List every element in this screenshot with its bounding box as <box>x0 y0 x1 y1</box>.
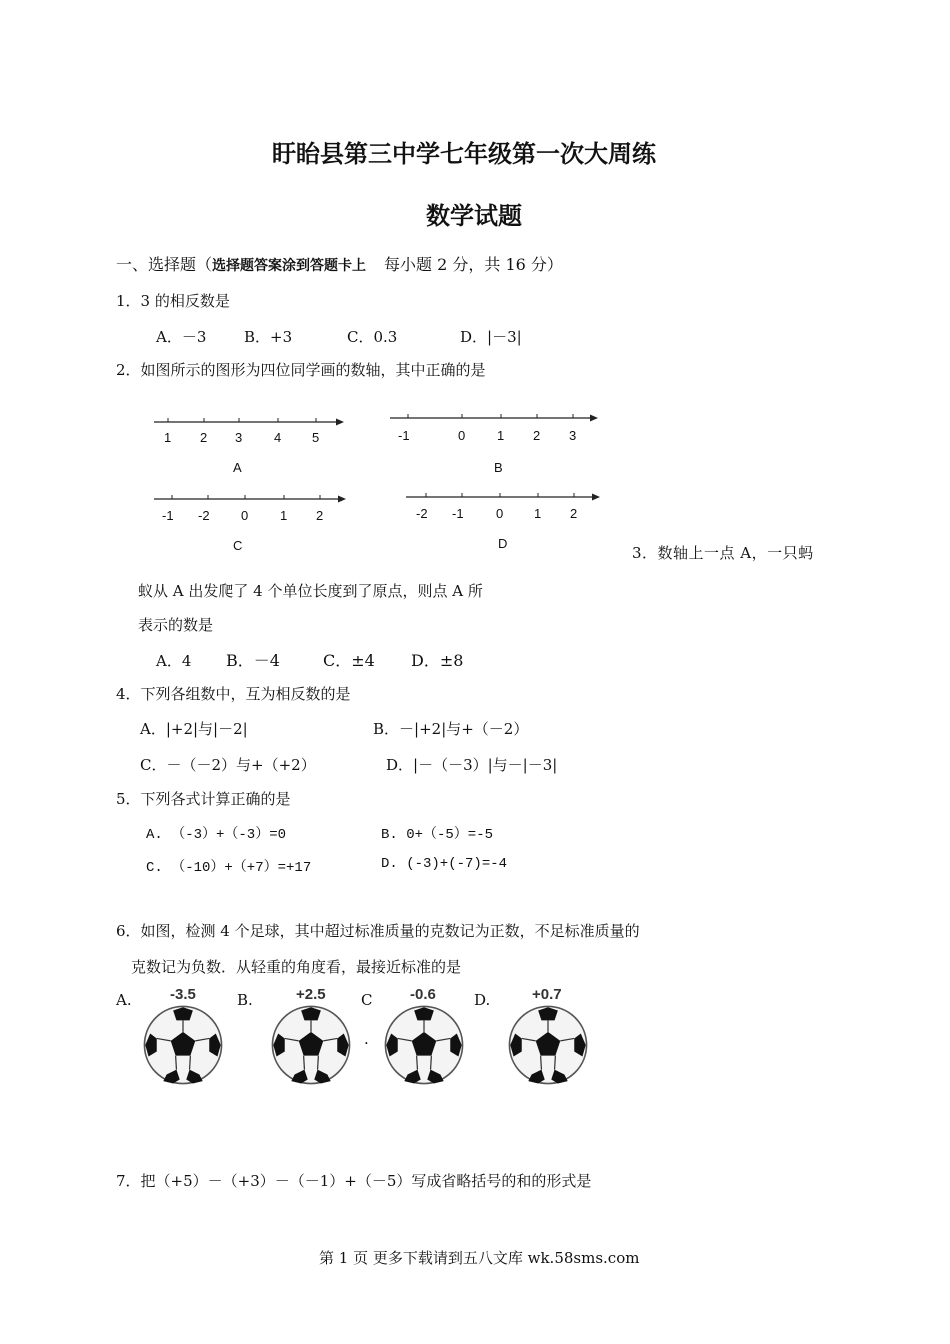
q6-option-d-letter: D. <box>474 991 491 1009</box>
axis-a-tick: 3 <box>235 430 243 445</box>
axis-c-tick: -1 <box>162 508 174 523</box>
q1-option-c: C．0.3 <box>347 328 398 346</box>
q4-option-c: C．－（－2）与+（+2） <box>140 756 316 774</box>
q4-option-a: A．|+2|与|－2| <box>140 720 248 738</box>
axis-b-letter: B <box>494 460 503 475</box>
number-line-c <box>150 487 355 557</box>
axis-d-tick: 2 <box>570 506 578 521</box>
axis-b-tick: 3 <box>569 428 577 443</box>
soccer-ball-d-icon <box>507 1004 589 1086</box>
number-line-a <box>150 410 350 480</box>
axis-c-tick: 0 <box>241 508 249 523</box>
axis-a-letter: A <box>233 460 242 475</box>
q2-stem: 2．如图所示的图形为四位同学画的数轴，其中正确的是 <box>116 361 486 379</box>
axis-d-tick: -2 <box>416 506 428 521</box>
q3-stem-line3: 表示的数是 <box>138 616 214 634</box>
q6-option-c-letter: C <box>361 991 373 1009</box>
axis-b-tick: 0 <box>458 428 466 443</box>
section-bold-note: 选择题答案涂到答题卡上 <box>212 258 367 274</box>
q6-stem-line1: 6．如图，检测 4 个足球，其中超过标准质量的克数记为正数，不足标准质量的 <box>116 922 640 940</box>
axis-b-tick: 1 <box>497 428 505 443</box>
axis-d-letter: D <box>498 536 508 551</box>
section-score-note: 每小题 2 分，共 16 分） <box>384 255 563 274</box>
q5-stem: 5．下列各式计算正确的是 <box>116 790 291 808</box>
axis-c-letter: C <box>233 538 243 553</box>
axis-d-tick: 0 <box>496 506 504 521</box>
q6-option-a-letter: A. <box>116 991 132 1009</box>
q1-option-d: D．|－3| <box>460 328 522 346</box>
q5-option-b: B. 0+（-5）=-5 <box>381 827 494 843</box>
axis-a-tick: 4 <box>274 430 282 445</box>
ball-c-label: -0.6 <box>410 986 436 1003</box>
axis-a-tick: 1 <box>164 430 172 445</box>
axis-d-tick: 1 <box>534 506 542 521</box>
q5-option-c: C. （-10）+（+7）=+17 <box>146 860 312 876</box>
page-subtitle: 数学试题 <box>426 202 522 230</box>
q3-option-b: B．－4 <box>226 651 280 670</box>
soccer-ball-b-icon <box>270 1004 352 1086</box>
ball-b-label: +2.5 <box>296 986 326 1003</box>
axis-c-tick: 1 <box>280 508 288 523</box>
q4-stem: 4．下列各组数中，互为相反数的是 <box>116 685 351 703</box>
ball-a-label: -3.5 <box>170 986 196 1003</box>
axis-c-tick: 2 <box>316 508 324 523</box>
q5-option-d: D. (-3)+(-7)=-4 <box>381 856 508 872</box>
q7-stem: 7．把（+5）－（+3）－（－1）+（－5）写成省略括号的和的形式是 <box>116 1172 592 1190</box>
soccer-ball-a-icon <box>142 1004 224 1086</box>
q3-stem-line1: 3．数轴上一点 A，一只蚂 <box>632 544 814 562</box>
ball-d-label: +0.7 <box>532 986 562 1003</box>
axis-a-tick: 5 <box>312 430 320 445</box>
axis-b-tick: 2 <box>533 428 541 443</box>
axis-b-tick: -1 <box>398 428 410 443</box>
q3-option-d: D．±8 <box>411 651 464 670</box>
q3-stem-line2: 蚁从 A 出发爬了 4 个单位长度到了原点，则点 A 所 <box>138 582 483 600</box>
q1-option-b: B．+3 <box>244 328 293 346</box>
q4-option-d: D．|－（－3）|与－|－3| <box>386 756 558 774</box>
q3-option-c: C．±4 <box>323 651 375 670</box>
q3-option-a: A．4 <box>156 652 192 670</box>
section-heading <box>116 252 563 275</box>
q1-option-a: A．－3 <box>156 328 207 346</box>
axis-a-tick: 2 <box>200 430 208 445</box>
q6-option-b-letter: B. <box>237 991 253 1009</box>
q5-option-a: A. （-3）+（-3）=0 <box>146 827 287 843</box>
axis-c-tick: -2 <box>198 508 210 523</box>
axis-d-tick: -1 <box>452 506 464 521</box>
q6-dot: . <box>364 1030 369 1048</box>
soccer-ball-c-icon <box>383 1004 465 1086</box>
page-title: 盱眙县第三中学七年级第一次大周练 <box>272 140 656 168</box>
page-footer: 第 1 页 更多下载请到五八文库 wk.58sms.com <box>319 1249 640 1267</box>
q4-option-b: B．－|+2|与+（－2） <box>373 720 529 738</box>
q6-stem-line2: 克数记为负数．从轻重的角度看，最接近标准的是 <box>131 958 462 976</box>
q1-stem: 1．3 的相反数是 <box>116 292 230 310</box>
section-heading-label: 一、选择题（ <box>116 255 213 274</box>
